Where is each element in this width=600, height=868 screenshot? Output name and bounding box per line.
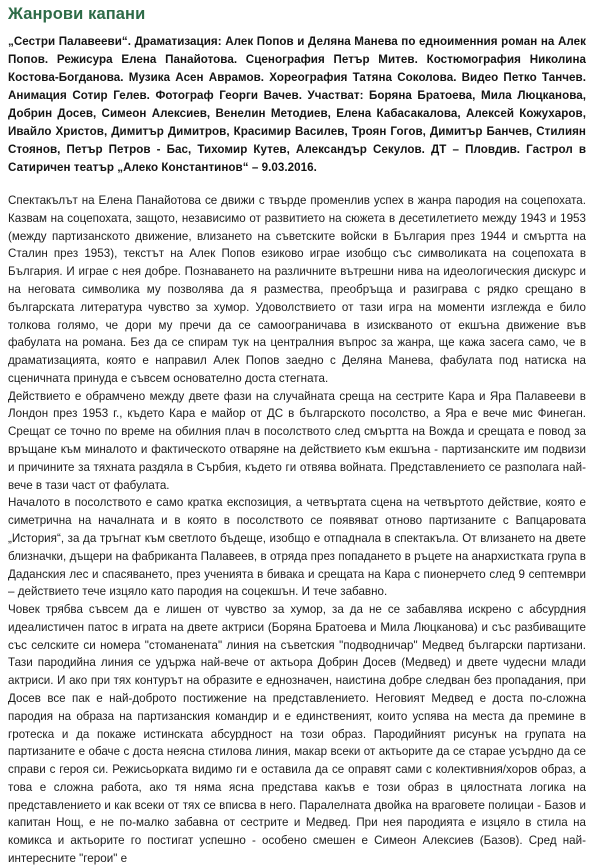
article-body <box>8 192 586 868</box>
paragraph: Спектакълът на Елена Панайотова се движи с твърде променлив успех в жанра пародия на соцепохата. Казвам на соцепохата, защото, независимо от развитието на сюжета в десетилетието между 1943 и 1953 (между партизанското движение, влизането на съветските войски в България през 1944 и смъртта на Сталин през 1953), текстът на Алек Попов езиково играе изобщо със символиката на соцепохата в България. И играе с нея добре. Познаването на различните вътрешни нива на идеологическия дискурс и на неговата символика му позволява да я размества, преобръща и разиграва с рядко срещано в българската литература чувство за хумор. Удоволствието от тази игра на моменти изглежда е било толкова голямо, че дори му пречи да се самоограничава в изискваното от екшъна движение във фабулата на романа. Без да се спирам тук на централния въпрос за жанра, ще кажа засега само, че в драматизацията, която е направил Алек Попов заедно с Деляна Манева, фабулата под натиска на сценичната принуда е съвсем основателно доста стегната. <box>8 194 586 385</box>
paragraph: Началото в посолството е само кратка експозиция, а четвъртата сцена на четвъртото действие, която е симетрична на началната и в която в посолството се появяват отново партизаните с Вапцаровата „История“, за да тръгнат към светлото бъдеще, изобщо е отпаднала в спектакъла. От влизането на двете близначки, дъщери на фабриканта Палавеев, в отряда през попадането в ръцете на анархистката група в Даданския лес и спасяването, през ученията в бивака и срещата на Кара с пионерчето след 9 септември – действието тече изцяло като пародия на соцекшън. И тече забавно. <box>8 496 586 599</box>
production-credits-block: „Сестри Палавееви“. Драматизация: Алек Попов и Деляна Манева по едноименния роман на Алек Попов. Режисура Елена Панайотова. Сценография Петър Митев. Костюмография Николина Костова-Богданова. Музика Асен Аврамов. Хореография Татяна Соколова. Видео Петко Танчев. Анимация Сотир Гелев. Фотограф Георги Вачев. Участват: Боряна Братоева, Мила Люцканова, Добрин Досев, Симеон Алексиев, Венелин Методиев, Елена Кабасакалова, Алексей Кожухаров, Ивайло Христов, Димитър Димитров, Красимир Василев, Троян Гогов, Димитър Банчев, Стилиян Стоянов, Петър Петров - Бас, Тихомир Кутев, Александър Секулов. ДТ – Пловдив. Гастрол в Сатиричен театър „Алеко Константинов“ – 9.03.2016. <box>8 34 586 175</box>
paragraph: Действието е обрамчено между двете фази на случайната среща на сестрите Кара и Яра Палавееви в Лондон през 1953 г., където Кара е майор от ДС в българското посолство, а Яра е вече мис Финеган. Срещат се точно по време на обилния плач в посолството след смъртта на Вожда и срещата е повод за връщане към миналото и фактическото отваряне на действието към екшъна - партизанските им подвизи и причините за тяхната раздяла в Сърбия, където ги отвява войната. Представлението се разполага най-вече в тази част от фабулата. <box>8 389 586 492</box>
paragraph: Човек трябва съвсем да е лишен от чувство за хумор, за да не се забавлява искрено с абсурдния идеалистичен патос в играта на двете актриси (Боряна Братоева и Мила Люцканова) и със разбиващите със селските си номера "стоманената" линия на съветския "подводничар" Медвед български партизани. Тази пародийна линия се удържа най-вече от актьора Добрин Досев (Медвед) и двете чудесни млади актриси. И ако при тях контурът на образите е еднозначен, наистина добре следван без пропадания, при Досев все пак е най-доброто постижение на представлението. Неговият Медвед е доста по-сложна пародия на образа на партизанския командир и е единственият, които успява на места да премине в гротеска и да покаже истинската абсурдност на този образ. Пародийният рисунък на групата на партизаните е обаче с доста неясна стилова линия, макар всеки от актьорите да се старае усърдно да се справи с героя си. Режисьорката видимо ги е оставила да се оправят сами с колективния/хоров образ, а това е сложна работа, ако тя няма ясна представа какъв е този образ в цялостната логика на представлението и как всеки от тях се вписва в него. Паралелната двойка на враговете полицаи - Базов и капитан Нощ, е не по-малко забавна от сестрите и Медвед. При нея пародията е изцяло в стила на комикса и актьорите го постигат успешно - особено смешен е Симеон Алексиев (Базов). Сред най-интересните "герои" е <box>8 603 586 865</box>
page-title: Жанрови капани <box>8 5 146 23</box>
